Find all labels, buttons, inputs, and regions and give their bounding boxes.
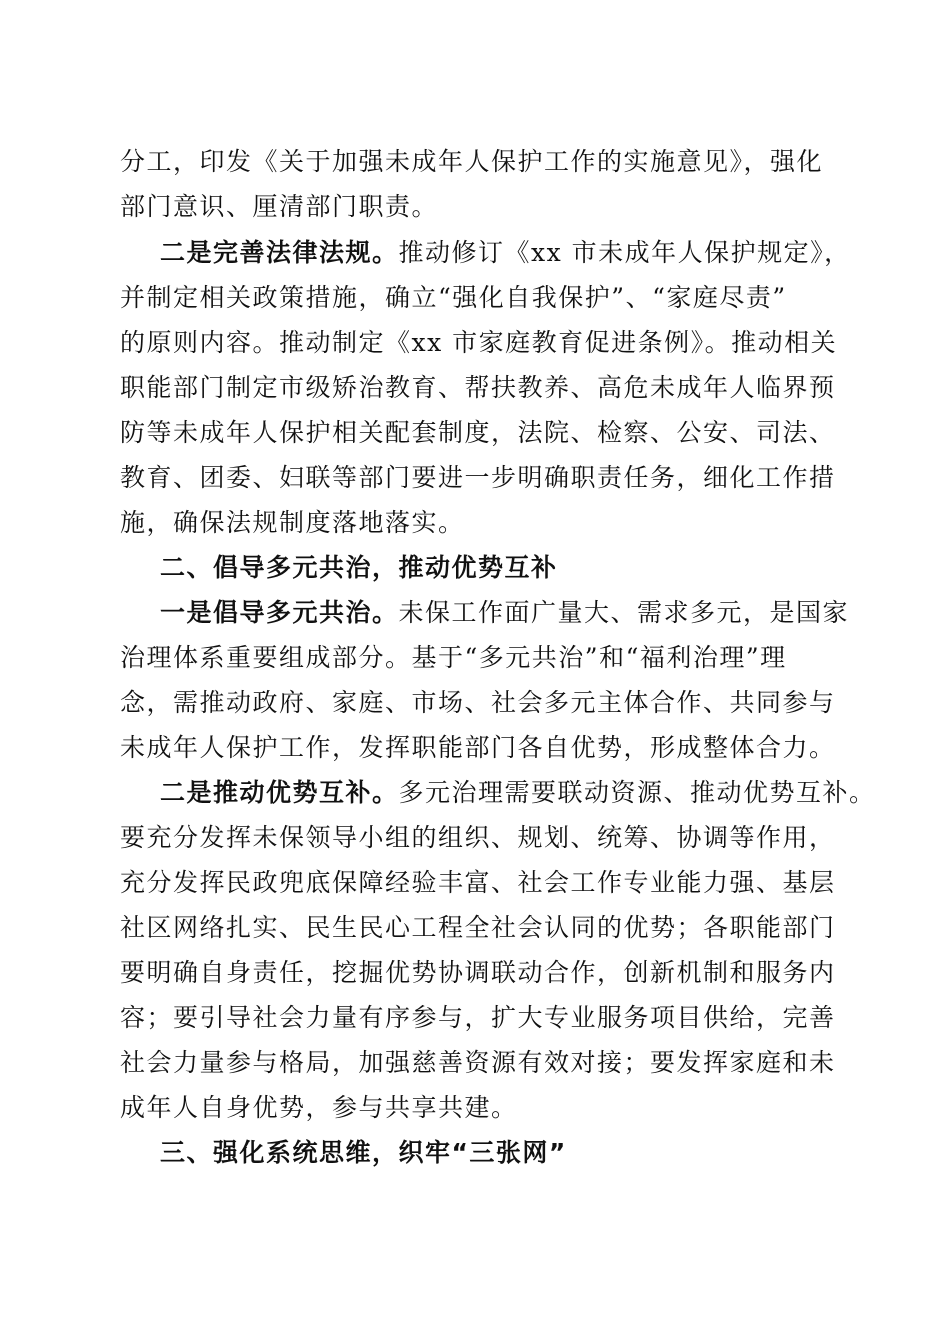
section-heading: 三、强化系统思维，织牢“三张网” xyxy=(160,1138,567,1167)
paragraph-lead: 二是完善法律法规。 xyxy=(160,238,399,267)
section-heading: 二、倡导多元共治，推动优势互补 xyxy=(160,553,558,582)
paragraph-first-line xyxy=(160,231,850,275)
paragraph-line: 治理体系重要组成部分。基于“多元共治”和“福利治理”理 xyxy=(120,643,787,672)
paragraph-line: 未成年人保护工作，发挥职能部门各自优势，形成整体合力。 xyxy=(120,733,836,762)
paragraph-text: 推动修订《xx 市未成年人保护规定》， xyxy=(398,238,851,267)
paragraph-line: 充分发挥民政兜底保障经验丰富、社会工作专业能力强、基层 xyxy=(120,868,836,897)
paragraph-line: 社区网络扎实、民生民心工程全社会认同的优势；各职能部门 xyxy=(120,913,836,942)
paragraph-line: 容；要引导社会力量有序参与，扩大专业服务项目供给，完善 xyxy=(120,1003,836,1032)
paragraph-line: 的原则内容。推动制定《xx 市家庭教育促进条例》。推动相关 xyxy=(120,328,838,357)
paragraph-line: 要充分发挥未保领导小组的组织、规划、统筹、协调等作用， xyxy=(120,823,836,852)
paragraph-line: 部门意识、厘清部门职责。 xyxy=(120,192,439,221)
paragraph-line: 教育、团委、妇联等部门要进一步明确职责任务，细化工作措 xyxy=(120,463,836,492)
paragraph-line: 成年人自身优势，参与共享共建。 xyxy=(120,1093,518,1122)
paragraph-text: 多元治理需要联动资源、推动优势互补。 xyxy=(398,778,876,807)
paragraph-line: 念，需推动政府、家庭、市场、社会多元主体合作、共同参与 xyxy=(120,688,836,717)
paragraph-line: 并制定相关政策措施，确立“强化自我保护”、“家庭尽责” xyxy=(120,283,787,312)
paragraph-line: 防等未成年人保护相关配套制度，法院、检察、公安、司法、 xyxy=(120,418,836,447)
paragraph-text: 未保工作面广量大、需求多元，是国家 xyxy=(398,598,850,627)
paragraph-line: 要明确自身责任，挖掘优势协调联动合作，创新机制和服务内 xyxy=(120,958,836,987)
paragraph-line: 施，确保法规制度落地落实。 xyxy=(120,508,465,537)
paragraph-line: 分工，印发《关于加强未成年人保护工作的实施意见》，强化 xyxy=(120,147,824,176)
paragraph-first-line xyxy=(160,591,850,635)
paragraph-first-line xyxy=(160,771,876,815)
paragraph-line: 职能部门制定市级矫治教育、帮扶教养、高危未成年人临界预 xyxy=(120,373,836,402)
paragraph-lead: 一是倡导多元共治。 xyxy=(160,598,399,627)
paragraph-lead: 二是推动优势互补。 xyxy=(160,778,399,807)
paragraph-line: 社会力量参与格局，加强慈善资源有效对接；要发挥家庭和未 xyxy=(120,1048,836,1077)
